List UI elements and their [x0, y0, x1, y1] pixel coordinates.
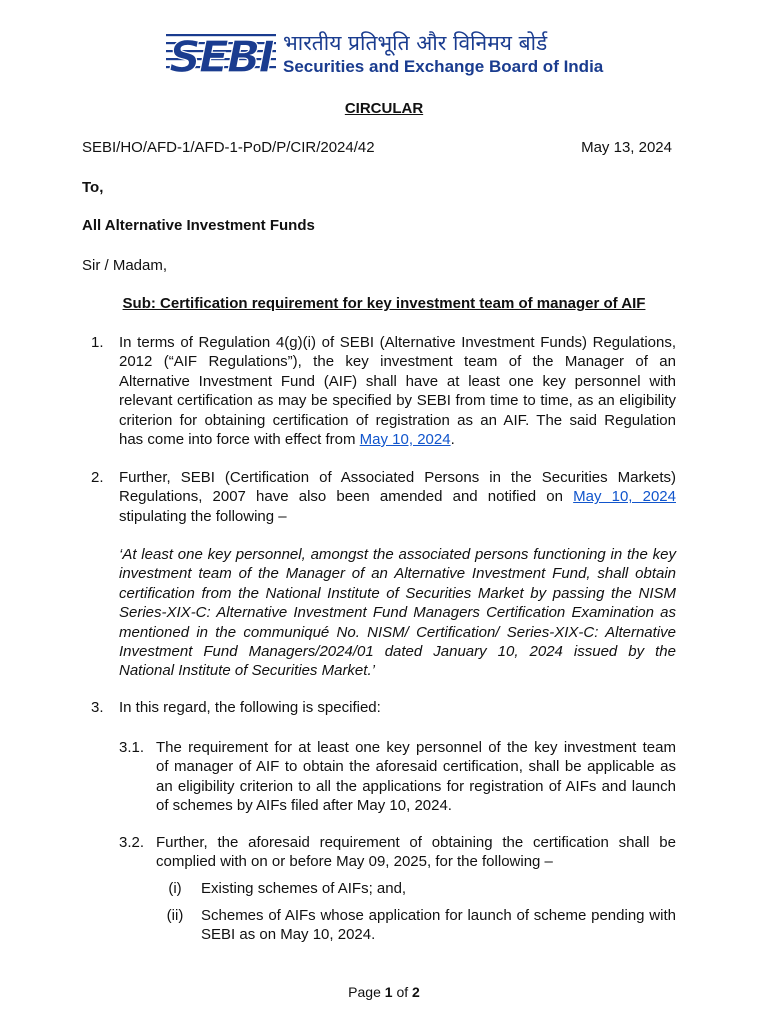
circular-date: May 13, 2024 — [581, 139, 672, 156]
para-1-line: criterion for obtaining certification of registration as an AIF. The said Regulation — [119, 411, 676, 429]
item-ii-line: SEBI as on May 10, 2024. — [201, 926, 376, 944]
quote-line: mentioned in the communiqué No. NISM/ Certification/ Series-XIX-C: Alternative — [119, 623, 676, 641]
circular-reference: SEBI/HO/AFD-1/AFD-1-PoD/P/CIR/2024/42 — [82, 139, 375, 156]
page-label: Page — [348, 984, 385, 1000]
para-1 — [119, 333, 676, 449]
addressee: All Alternative Investment Funds — [82, 217, 315, 234]
para-1-text: has come into force with effect from — [119, 430, 360, 448]
date-link-may-10[interactable]: May 10, 2024 — [573, 488, 676, 506]
quoted-regulation — [119, 545, 676, 681]
item-ii-number: (ii) — [166, 907, 184, 924]
item-ii-line: Schemes of AIFs whose application for launch of scheme pending with — [201, 907, 676, 924]
item-i-number: (i) — [168, 880, 182, 897]
page-of: of — [392, 984, 413, 1000]
para-3-1-line: of manager of AIF to obtain the aforesaid certification, shall be applicable as — [156, 758, 676, 776]
para-3-1-number: 3.1. — [119, 739, 145, 756]
para-3-2-number: 3.2. — [119, 834, 145, 851]
date-link-may-10[interactable]: May 10, 2024 — [359, 430, 451, 448]
sebi-logo — [166, 28, 276, 78]
subject-line: Sub: Certification requirement for key investment team of manager of AIF — [122, 295, 646, 312]
quote-line: Investment Fund Managers/2024/01 dated January 10, 2024 issued by the — [119, 642, 676, 660]
quote-line: ‘At least one key personnel, amongst the associated persons functioning in the key — [119, 546, 676, 563]
item-ii — [201, 906, 676, 945]
para-2 — [119, 468, 676, 526]
item-i: Existing schemes of AIFs; and, — [201, 880, 407, 897]
para-3-1-line: The requirement for at least one key personnel of the key investment team — [156, 739, 676, 756]
board-name-hindi: भारतीय प्रतिभूति और विनिमय बोर्ड — [283, 31, 548, 55]
para-2-line: stipulating the following – — [119, 507, 287, 525]
para-1-line: Alternative Investment Fund (AIF) shall have at least one key personnel with — [119, 372, 676, 390]
para-1-period: . — [450, 430, 455, 448]
logo-wordmark: SEBI — [169, 32, 273, 78]
para-3: In this regard, the following is specified: — [119, 699, 381, 716]
para-3-1 — [156, 738, 676, 816]
page-current: 1 — [384, 984, 393, 1000]
para-3-2 — [156, 833, 676, 872]
para-1-number: 1. — [91, 334, 104, 351]
para-1-line: 2012 (“AIF Regulations”), the key investment team of the Manager of an — [119, 353, 676, 371]
para-2-line — [119, 487, 676, 506]
quote-line: investment team of the Manager of an Alternative Investment Fund, shall obtain — [119, 565, 676, 583]
para-2-text: Regulations, 2007 have also been amended and notified on — [119, 488, 574, 506]
para-1-line: relevant certification as may be specified by SEBI from time to time, as an eligibility — [119, 392, 676, 410]
quote-line: certification from the National Institute of Securities Market by passing the NISM — [119, 584, 676, 602]
para-3-number: 3. — [91, 699, 104, 716]
para-1-line — [119, 430, 676, 449]
to-label: To, — [82, 179, 104, 196]
quote-line: Series-XIX-C: Alternative Investment Fund Managers Certification Examination as — [119, 604, 676, 622]
para-3-1-line: of schemes by AIFs filed after May 10, 2024. — [156, 797, 452, 815]
para-1-line: In terms of Regulation 4(g)(i) of SEBI (Alternative Investment Funds) Regulations, — [119, 334, 676, 351]
page-number — [0, 983, 768, 1002]
para-3-2-line: Further, the aforesaid requirement of obtaining the certification shall be — [156, 834, 676, 851]
para-3-2-line: complied with on or before May 09, 2025, for the following – — [156, 853, 553, 871]
page-total: 2 — [412, 984, 420, 1000]
board-name-english: Securities and Exchange Board of India — [283, 57, 604, 76]
para-3-1-line: an eligibility criterion to all the applications for registration of AIFs and launch — [156, 777, 676, 795]
quote-line: National Institute of Securities Market.’ — [119, 662, 375, 680]
para-2-number: 2. — [91, 469, 104, 486]
para-2-line: Further, SEBI (Certification of Associated Persons in the Securities Markets) — [119, 469, 676, 486]
circular-title: CIRCULAR — [344, 100, 424, 117]
salutation: Sir / Madam, — [82, 257, 168, 274]
